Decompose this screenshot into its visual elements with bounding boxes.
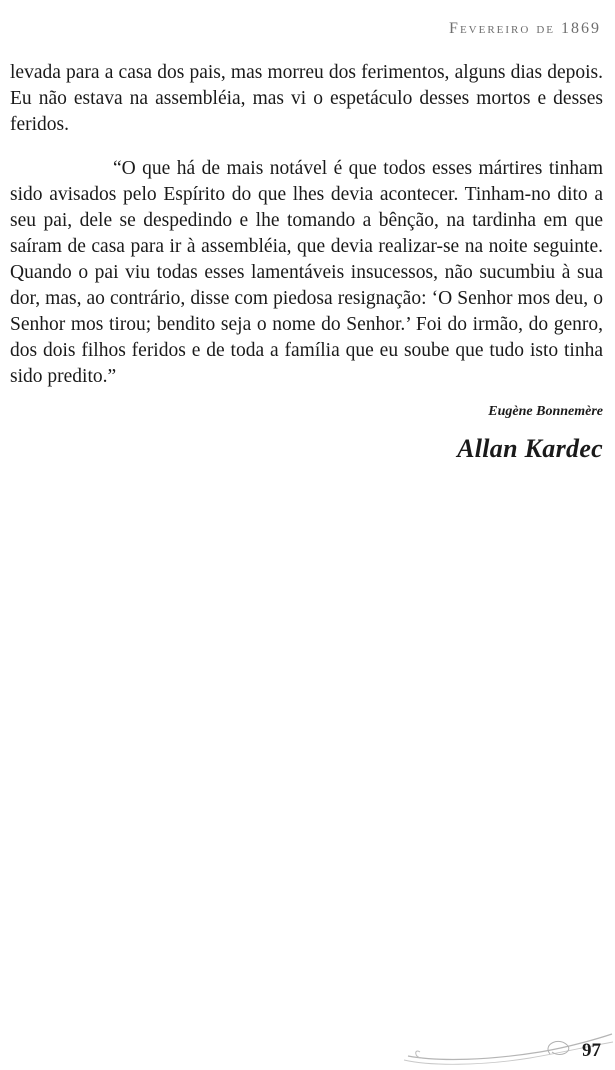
signature-author: Eugène Bonnemère — [488, 404, 603, 419]
paragraph: “O que há de mais notável é que todos esses mártires tinham sido avisados pelo Espírito do que lhes devia acontecer. Tinham-no dito a seu pai, dele se despedindo e lhe tomando a bênção, na tardinha em que saíram de casa para ir à assembléia, que devia realizar-se na noite seguinte. Quando o pai viu todas esses lamentáveis insucessos, não sucumbiu à sua dor, mas, ao contrário, disse com piedosa resignação: ‘O Senhor mos deu, o Senhor mos tirou; bendito seja o nome do Senhor.’ Foi do irmão, do genro, dos dois filhos feridos e de toda a família que eu soube que tudo isto tinha sido predito.” — [10, 158, 603, 387]
signature-editor: Allan Kardec — [457, 434, 603, 463]
running-header: Fevereiro de 1869 — [449, 20, 601, 37]
page-body — [10, 60, 603, 464]
paragraph: levada para a casa dos pais, mas morreu dos ferimentos, alguns dias depois. Eu não estava na assembléia, mas vi o espetáculo desses mortos e desses feridos. — [10, 62, 603, 135]
page-number: 97 — [582, 1040, 601, 1061]
